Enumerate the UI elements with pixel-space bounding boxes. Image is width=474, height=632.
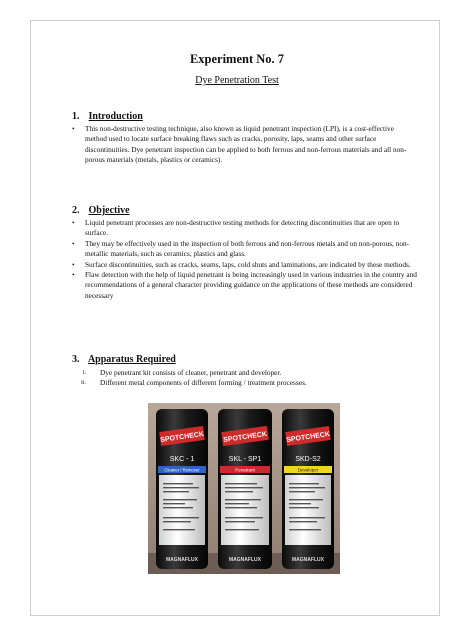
bullet-icon: • <box>72 238 75 248</box>
can-maker: MAGNAFLUX <box>292 557 324 563</box>
list-item <box>72 368 417 378</box>
can-code: SKL - SP1 <box>228 456 262 463</box>
can-code: SKC - 1 <box>169 456 195 463</box>
bullet-icon: • <box>72 259 75 269</box>
list-item-text: This non-destructive testing technique, also known as liquid penetrant inspection (LPI), is a cost-effective method used to locate surface breaking flaws such as cracks, porosity, laps, seams and other surface discontinuities. Dye penetrant inspection can be applied to both ferrous and non-ferrous materials and all non-porous materials (metals, plastics or ceramics). <box>85 124 407 165</box>
section-title: Introduction <box>88 111 143 122</box>
can-brand: SPOTCHECK <box>285 430 331 445</box>
developer-can <box>282 409 334 569</box>
section-title: Apparatus Required <box>87 354 176 365</box>
bullet-icon: • <box>72 124 75 133</box>
bullet-icon: • <box>72 270 75 280</box>
can-product: Penetrant <box>235 467 255 473</box>
section-number: 1. <box>72 111 80 122</box>
bullet-icon: • <box>72 218 75 227</box>
list-item <box>72 260 417 270</box>
list-numeral: ii. <box>81 380 86 387</box>
section-number: 3. <box>72 354 80 365</box>
list-item <box>72 270 417 301</box>
list-item-text: Dye penetrant kit consists of cleaner, penetrant and developer. <box>100 368 282 377</box>
can-brand: SPOTCHECK <box>159 430 205 445</box>
subtitle-text: Dye Penetration Test <box>195 75 279 86</box>
can-code: SKD-S2 <box>295 456 321 463</box>
list-item-text: Surface discontinuities, such as cracks, seams, laps, cold shuts and laminations, are indicated by these methods. <box>85 259 411 269</box>
list-item <box>72 239 417 260</box>
section-heading-introduction <box>72 111 143 122</box>
list-numeral: i. <box>82 370 86 376</box>
can-maker: MAGNAFLUX <box>166 557 198 563</box>
apparatus-list <box>72 368 417 389</box>
list-item-text: Flaw detection with the help of liquid penetrant is being increasingly used in various industries in the country and recommendations of a general character providing guidance on the applications of these methods are considered necessary <box>85 270 417 300</box>
section-number: 2. <box>72 205 80 216</box>
can-brand: SPOTCHECK <box>222 430 268 445</box>
list-item-text: Liquid penetrant processes are non-destructive testing methods for detecting discontinuities that are open to surface. <box>85 218 400 238</box>
penetrant-can <box>218 409 272 569</box>
list-item <box>72 218 417 239</box>
cleaner-can <box>156 409 208 569</box>
list-item-text: Different metal components of different forming / treatment processes. <box>100 378 307 388</box>
can-product: Cleaner / Remover <box>164 467 200 473</box>
section-heading-apparatus <box>72 354 176 365</box>
list-item <box>72 378 417 388</box>
introduction-list <box>72 124 417 166</box>
objective-list <box>72 218 417 301</box>
section-heading-objective <box>72 205 130 216</box>
dye-penetrant-kit-photo <box>148 403 340 574</box>
document-title: Experiment No. 7 <box>189 52 285 66</box>
list-item <box>72 124 417 166</box>
document-subtitle <box>0 75 474 86</box>
can-maker: MAGNAFLUX <box>229 557 261 563</box>
can-product: Developer <box>297 467 319 473</box>
spray-cans-image <box>148 403 340 574</box>
section-title: Objective <box>88 205 130 216</box>
list-item-text: They may be effectively used in the inspection of both ferrous and non-ferrous metals and on non-porous, non-metallic materials, such as ceramics, plastics and glass. <box>85 238 410 259</box>
